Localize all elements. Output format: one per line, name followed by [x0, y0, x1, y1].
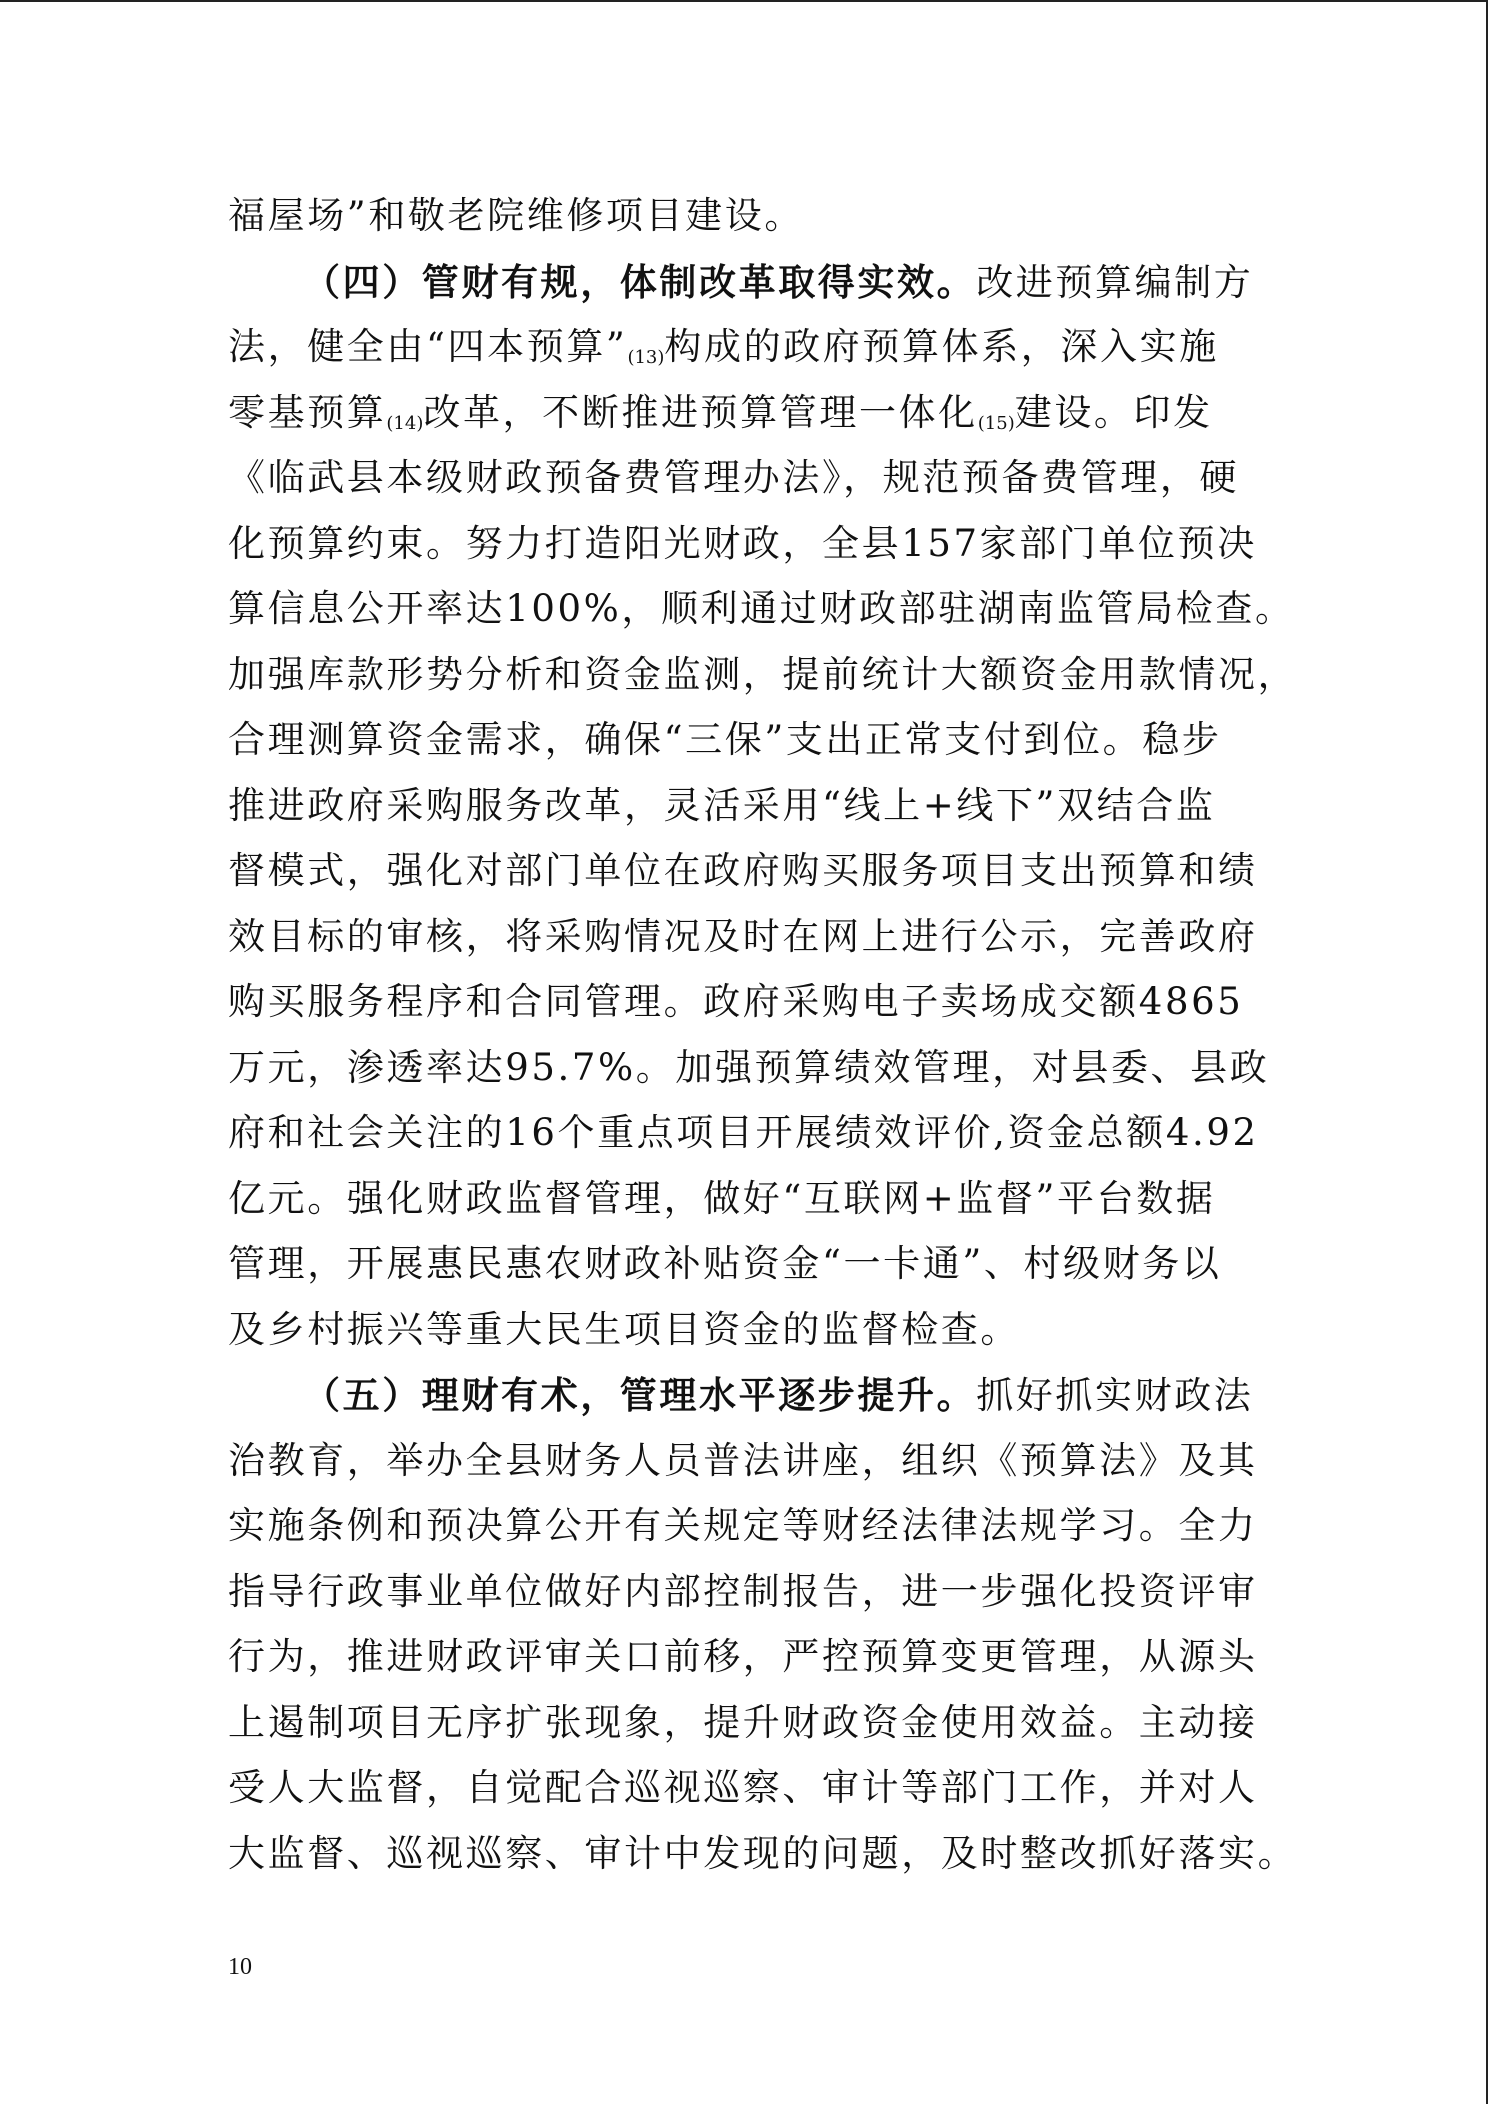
text-line-section-5-heading: （五）理财有术，管理水平逐步提升。抓好抓实财政法	[303, 1373, 1254, 1417]
section-heading: （五）理财有术，管理水平逐步提升。	[303, 1373, 977, 1417]
text-line: 及乡村振兴等重大民生项目资金的监督检查。	[228, 1308, 1020, 1351]
footnote-marker: (15)	[977, 413, 1015, 434]
text-line-section-4-heading: （四）管财有规，体制改革取得实效。改进预算编制方	[303, 260, 1254, 304]
text-line: 算信息公开率达100%，顺利通过财政部驻湖南监管局检查。	[228, 587, 1295, 630]
text-line: 大监督、巡视巡察、审计中发现的问题，及时整改抓好落实。	[228, 1832, 1298, 1875]
footnote-marker: (13)	[627, 347, 665, 368]
text-line: 推进政府采购服务改革，灵活采用“线上+线下”双结合监	[228, 784, 1216, 827]
text-line: 上遏制项目无序扩张现象，提升财政资金使用效益。主动接	[228, 1701, 1258, 1744]
text-line: 府和社会关注的16个重点项目开展绩效评价,资金总额4.92	[228, 1111, 1259, 1154]
text-line: 化预算约束。努力打造阳光财政，全县157家部门单位预决	[228, 522, 1257, 565]
text-line: 万元，渗透率达95.7%。加强预算绩效管理，对县委、县政	[228, 1046, 1270, 1089]
text-line: 效目标的审核，将采购情况及时在网上进行公示，完善政府	[228, 915, 1258, 958]
text-line: 福屋场”和敬老院维修项目建设。	[228, 194, 804, 237]
text-line: 零基预算(14)改革，不断推进预算管理一体化(15)建设。印发	[228, 391, 1213, 434]
text-line: 行为，推进财政评审关口前移，严控预算变更管理，从源头	[228, 1635, 1258, 1678]
footnote-marker: (14)	[386, 413, 424, 434]
text-line: 亿元。强化财政监督管理，做好“互联网+监督”平台数据	[228, 1177, 1216, 1220]
text-line: 合理测算资金需求，确保“三保”支出正常支付到位。稳步	[228, 718, 1222, 761]
text-line: 实施条例和预决算公开有关规定等财经法律法规学习。全力	[228, 1504, 1258, 1547]
section-heading: （四）管财有规，体制改革取得实效。	[303, 260, 977, 304]
text-line: 督模式，强化对部门单位在政府购买服务项目支出预算和绩	[228, 849, 1258, 892]
text-line: 购买服务程序和合同管理。政府采购电子卖场成交额4865	[228, 980, 1244, 1023]
text-line: 受人大监督，自觉配合巡视巡察、审计等部门工作，并对人	[228, 1766, 1258, 1809]
text-line: 法，健全由“四本预算”(13)构成的政府预算体系，深入实施	[228, 325, 1219, 368]
text-line: 管理，开展惠民惠农财政补贴资金“一卡通”、村级财务以	[228, 1242, 1222, 1285]
text-line: 指导行政事业单位做好内部控制报告，进一步强化投资评审	[228, 1570, 1258, 1613]
text-line: 加强库款形势分析和资金监测，提前统计大额资金用款情况，	[228, 653, 1298, 696]
page-number: 10	[228, 1954, 252, 1980]
text-line: 治教育，举办全县财务人员普法讲座，组织《预算法》及其	[228, 1439, 1258, 1482]
text-line: 《临武县本级财政预备费管理办法》，规范预备费管理，硬	[228, 456, 1240, 499]
